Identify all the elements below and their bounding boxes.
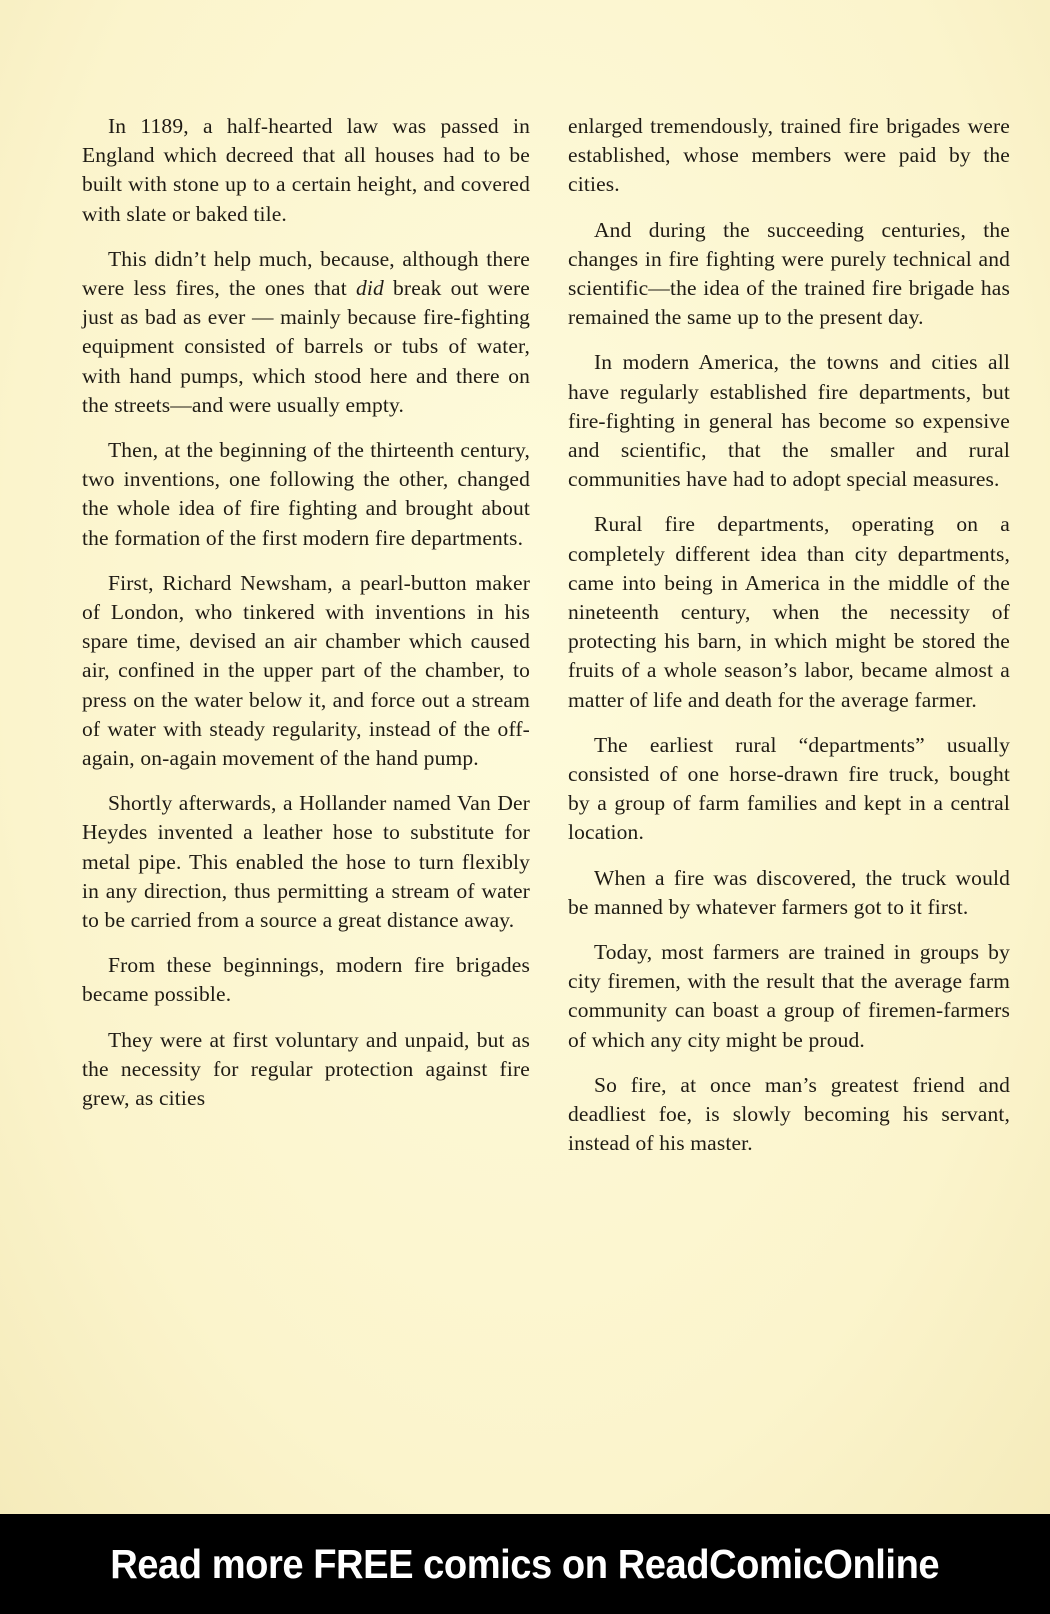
paragraph-fire-discovered: When a fire was discovered, the truck would be manned by whatever farmers got to it first. — [568, 865, 1010, 919]
paragraph-succeeding-centuries: And during the succeeding centuries, the changes in fire fighting were purely technical and scientific—the idea of the trained fire brigade has remained the same up to the present day. — [568, 217, 1010, 330]
paragraph-conclusion: So fire, at once man’s greatest friend and deadliest foe, is slowly becoming his servant, instead of his master. — [568, 1072, 1010, 1156]
paragraph-text: break out were just as bad as ever — mainly because fire-fighting equipment consisted of barrels or tubs of water, with hand pumps, which stood here and there on the streets—and were usually empty. — [82, 276, 530, 417]
emphasis-did: did — [355, 276, 384, 301]
paragraph-earliest-rural: The earliest rural “departments” usually consisted of one horse-drawn fire truck, bought by a group of farm families and kept in a central location. — [568, 732, 1010, 845]
paragraph-1189-law: In 1189, a half-hearted law was passed in England which decreed that all houses had to be built with stone up to a certain height, and covered with slate or baked tile. — [82, 114, 530, 226]
promo-banner[interactable] — [0, 1514, 1050, 1614]
paragraph-richard-newsham: First, Richard Newsham, a pearl-button maker of London, who tinkered with inventions in his spare time, devised an air chamber which caused air, confined in the upper part of the chamber, to press on the water below it, and force out a stream of water with steady regularity, instead of the off-again, on-again movement of the hand pump. — [82, 570, 530, 771]
paragraph-thirteenth-century: Then, at the beginning of the thirteenth century, two inventions, one following the other, changed the whole idea of fire fighting and brought about the formation of the first modern fire departments. — [82, 438, 530, 550]
left-text-column — [82, 112, 530, 1129]
right-text-column — [568, 112, 1010, 1175]
paragraph-van-der-heydes: Shortly afterwards, a Hollander named Van Der Heydes invented a leather hose to substitute for metal pipe. This enabled the hose to turn flexibly in any direction, thus permitting a stream of water to be carried from a source a great distance away. — [82, 791, 530, 933]
paragraph-enlarged-continuation: enlarged tremendously, trained fire brigades were established, whose members were paid by the cities. — [568, 114, 1010, 197]
promo-banner-text[interactable]: Read more FREE comics on ReadComicOnline — [110, 1540, 940, 1587]
paragraph-didnt-help — [82, 245, 530, 420]
paragraph-voluntary-unpaid: They were at first voluntary and unpaid, but as the necessity for regular protection against fire grew, as cities — [82, 1027, 530, 1111]
paragraph-text: This didn’t help much, because, although there were less fires, the ones that — [82, 246, 530, 301]
paragraph-today-trained: Today, most farmers are trained in groups by city firemen, with the result that the average farm community can boast a group of firemen-farmers of which any city might be proud. — [568, 940, 1010, 1052]
paragraph-modern-america: In modern America, the towns and cities all have regularly established fire departments, but fire-fighting in general has become so expensive and scientific, that the smaller and rural communities have had to adopt special measures. — [568, 350, 1010, 492]
paragraph-beginnings: From these beginnings, modern fire brigades became possible. — [82, 953, 530, 1007]
paragraph-rural-departments: Rural fire departments, operating on a completely different idea than city departments, came into being in America in the middle of the nineteenth century, when the necessity of protecting his barn, in which might be stored the fruits of a whole season’s labor, became almost a matter of life and death for the average farmer. — [568, 512, 1010, 712]
